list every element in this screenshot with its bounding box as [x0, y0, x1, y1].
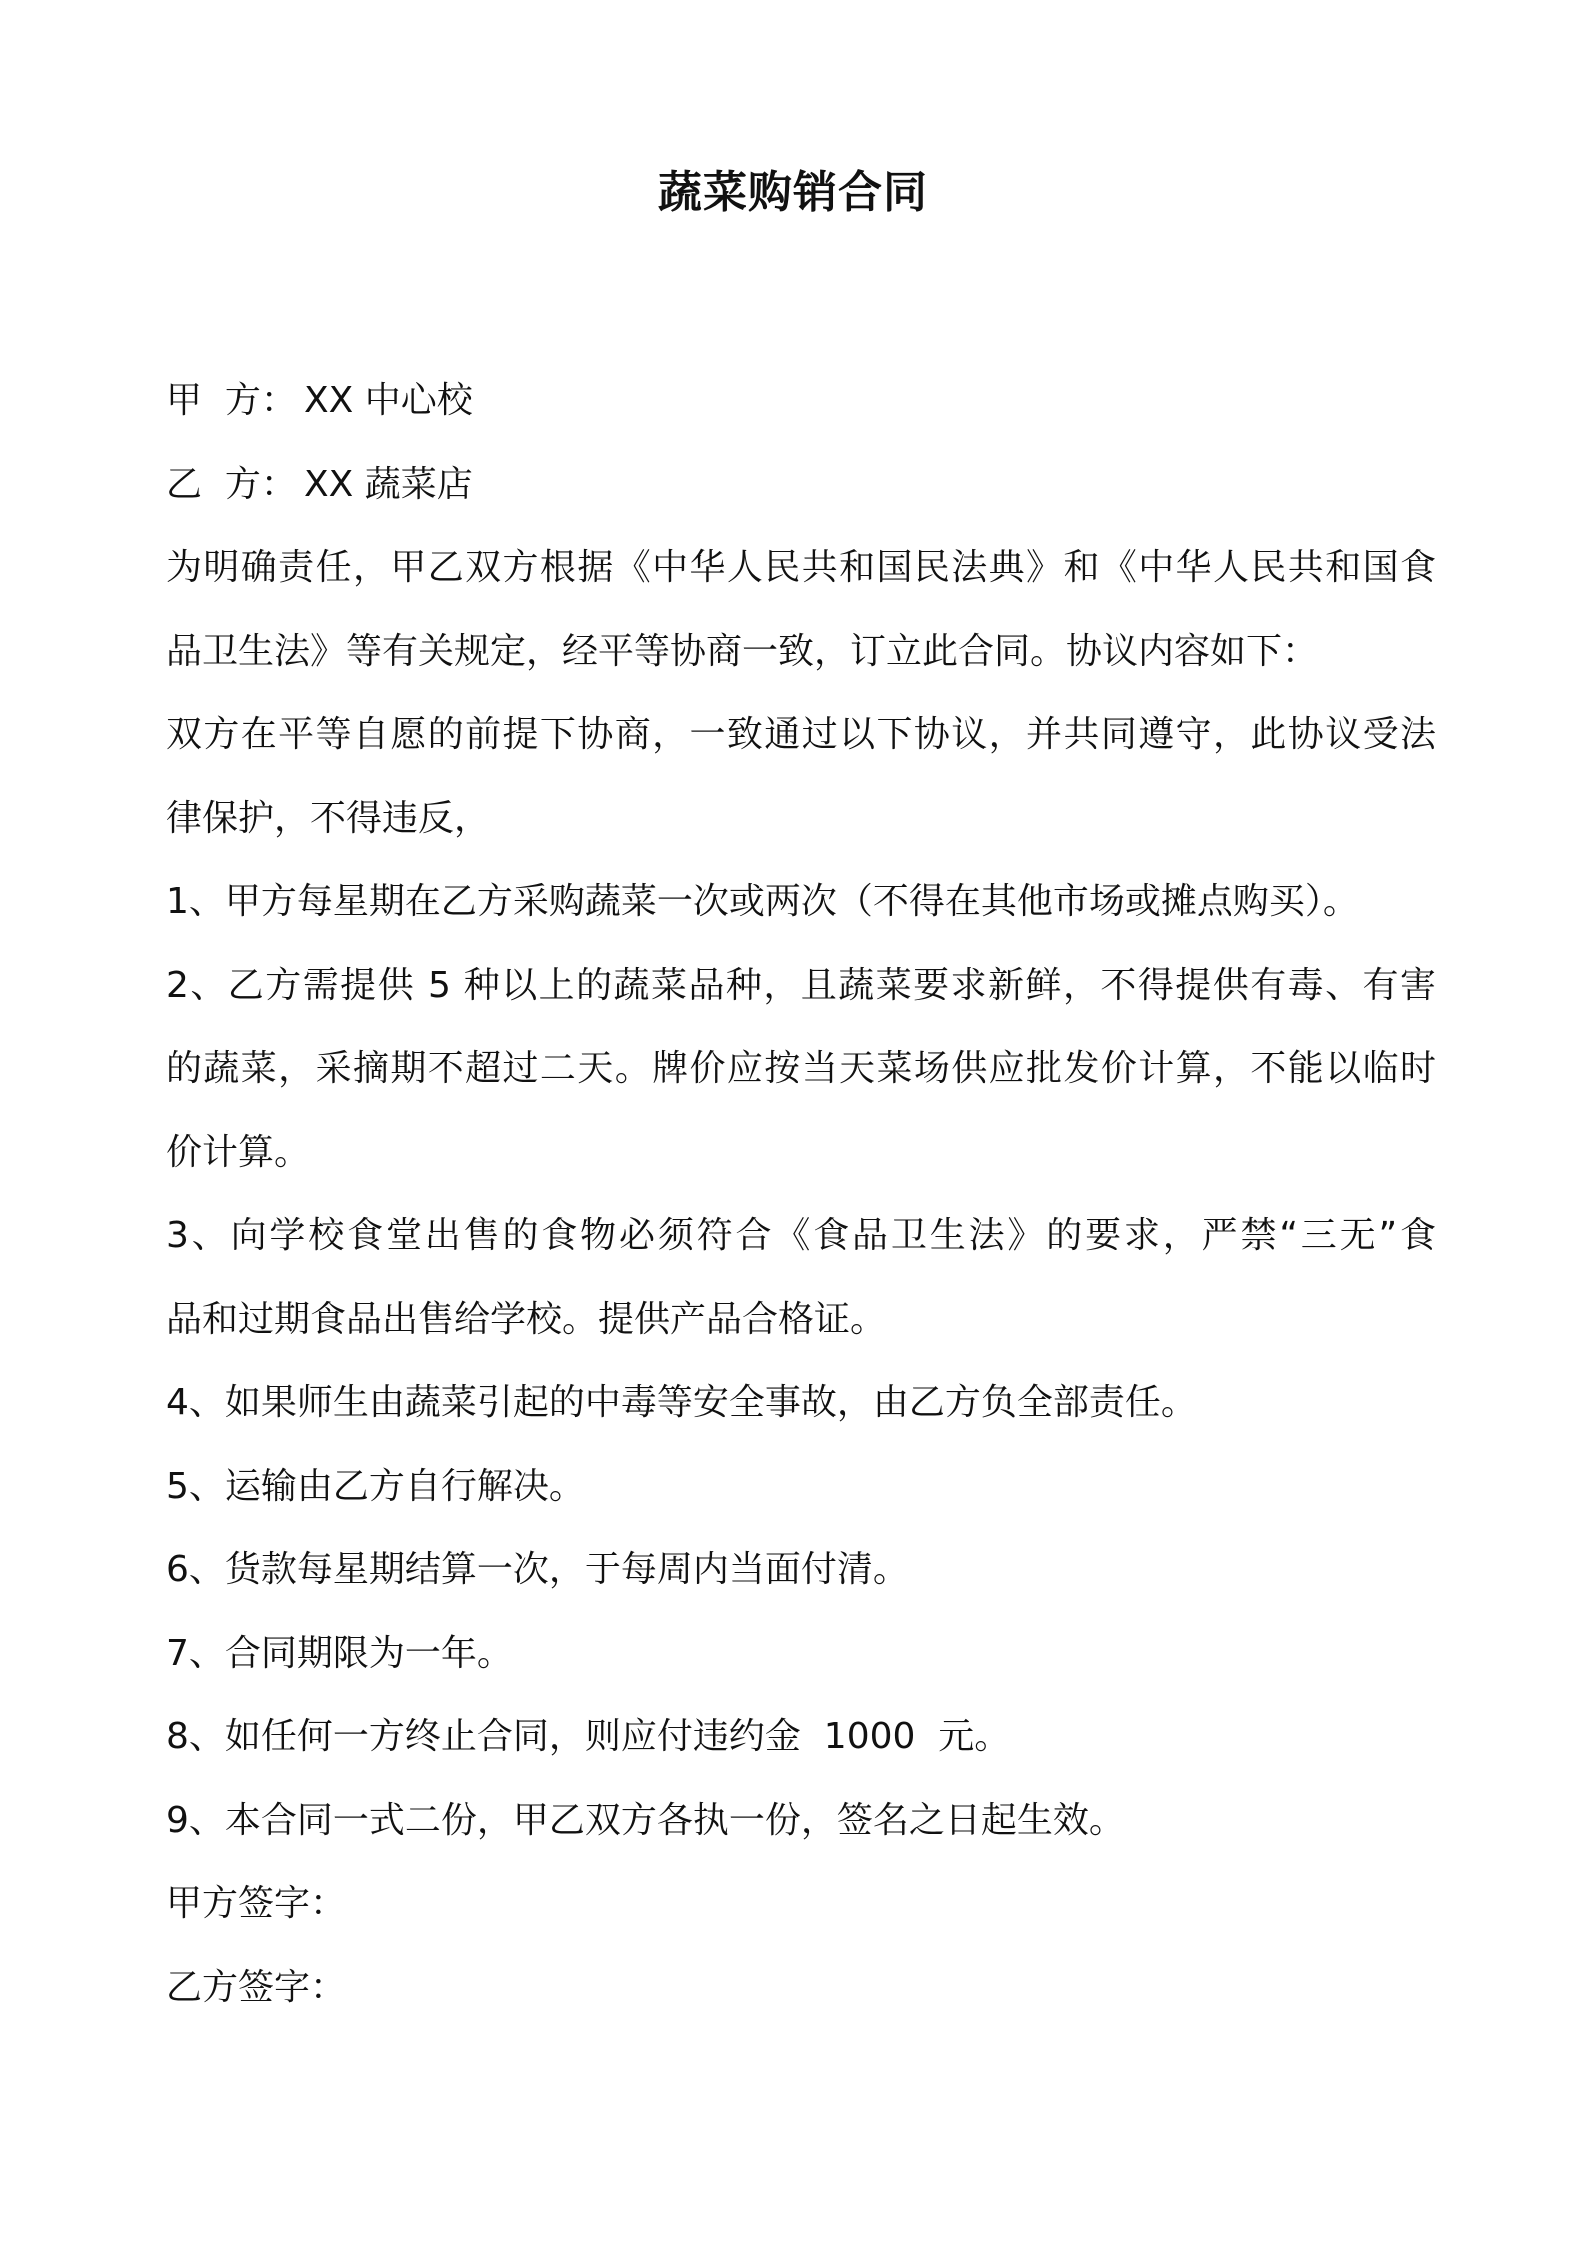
signature-party-a: 甲方签字： [166, 1883, 347, 1924]
document-title: 蔬菜购销合同 [658, 167, 928, 218]
preamble-line-1: 为明确责任，甲乙双方根据《中华人民共和国民法典》和《中华人民共和国食 [166, 547, 1436, 588]
party-b-value: XX 蔬菜店 [304, 463, 473, 505]
party-b-label: 乙 方： [166, 463, 297, 505]
clause-5: 5、运输由乙方自行解决。 [166, 1465, 585, 1507]
clause-3-line-1: 3、向学校食堂出售的食物必须符合《食品卫生法》的要求，严禁“三无”食 [166, 1215, 1436, 1256]
clause-7: 7、合同期限为一年。 [166, 1632, 513, 1674]
signature-party-b: 乙方签字： [166, 1966, 347, 2008]
party-a-label: 甲 方： [166, 380, 297, 421]
document-body [166, 359, 1436, 2029]
preamble-line-2: 品卫生法》等有关规定，经平等协商一致，订立此合同。协议内容如下： [166, 630, 1319, 672]
intro-line-1: 双方在平等自愿的前提下协商，一致通过以下协议，并共同遵守，此协议受法 [166, 714, 1436, 755]
clause-4: 4、如果师生由蔬菜引起的中毒等安全事故，由乙方负全部责任。 [166, 1382, 1197, 1423]
party-a-line [166, 359, 1436, 443]
clause-8: 8、如任何一方终止合同，则应付违约金 1000 元。 [166, 1716, 1011, 1757]
party-a-value: XX 中心校 [304, 380, 473, 421]
intro-line-2: 律保护，不得违反， [166, 797, 491, 839]
clause-2-line-2: 的蔬菜，采摘期不超过二天。牌价应按当天菜场供应批发价计算，不能以临时 [166, 1048, 1436, 1089]
clause-3-line-2: 品和过期食品出售给学校。提供产品合格证。 [166, 1298, 887, 1340]
clause-2-line-3: 价计算。 [166, 1131, 311, 1173]
party-b-line [166, 443, 1436, 527]
clause-9: 9、本合同一式二份，甲乙双方各执一份，签名之日起生效。 [166, 1799, 1125, 1841]
clause-6: 6、货款每星期结算一次，于每周内当面付清。 [166, 1549, 909, 1590]
clause-2-line-1: 2、乙方需提供 5 种以上的蔬菜品种，且蔬菜要求新鲜，不得提供有毒、有害 [166, 964, 1436, 1006]
clause-1: 1、甲方每星期在乙方采购蔬菜一次或两次（不得在其他市场或摊点购买）。 [166, 881, 1359, 922]
